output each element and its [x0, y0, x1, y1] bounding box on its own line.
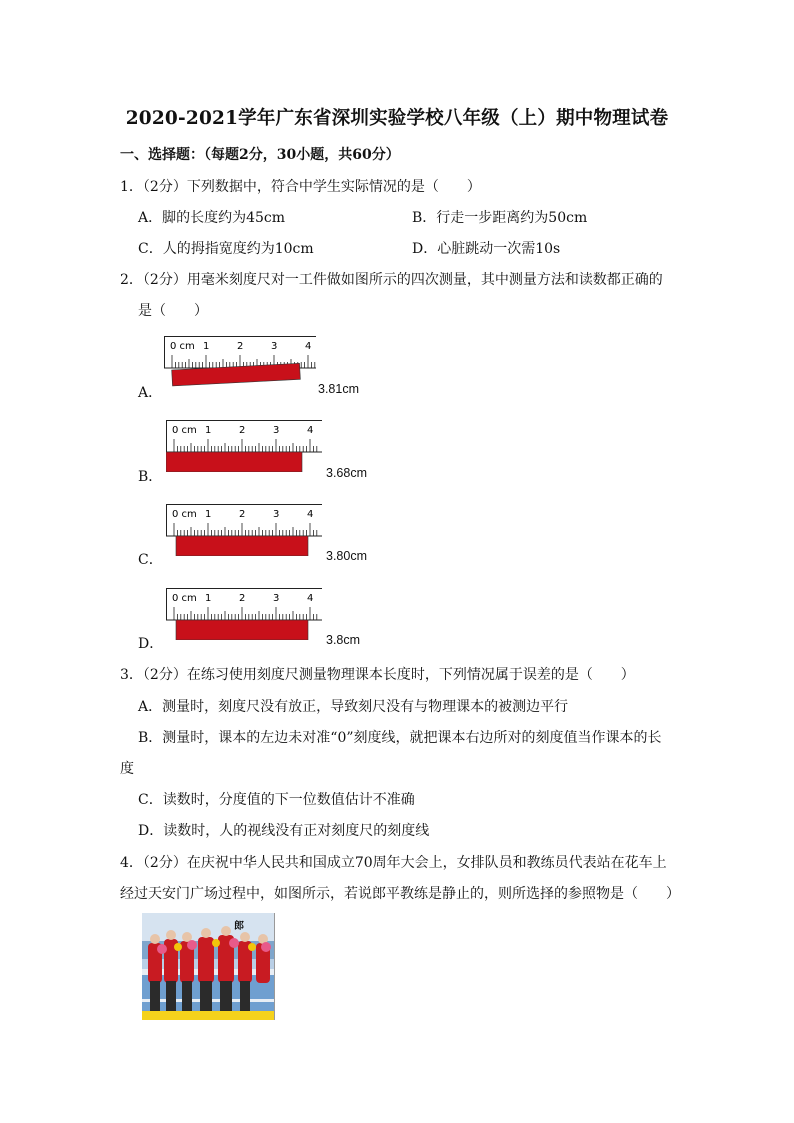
ruler-diagram: [164, 336, 320, 388]
q2-option-reading: 3.8cm: [326, 633, 361, 647]
ruler-tick-label: 4: [305, 341, 312, 352]
section-heading: 一、选择题：（每题2分，30小题，共60分）: [120, 147, 400, 163]
ruler-tick-label: 1: [205, 509, 212, 520]
ruler-tick-label: 1: [203, 341, 210, 352]
workpiece-bar: [166, 452, 302, 472]
q3-option-d: D．读数时，人的视线没有正对刻度尺的刻度线: [138, 823, 430, 839]
ruler-tick-label: 4: [307, 509, 314, 520]
q3-option-b: B．测量时，课本的左边未对准“0”刻度线，就把课本右边所对的刻度值当作课本的长: [138, 730, 662, 746]
q1-stem: 1．（2分）下列数据中，符合中学生实际情况的是（ ）: [120, 179, 481, 195]
q4-stem-line1: 4．（2分）在庆祝中华人民共和国成立70周年大会上，女排队员和教练员代表站在花车上: [120, 855, 667, 871]
ruler-unit-label: 0 cm: [172, 593, 197, 604]
ruler-tick-label: 3: [273, 593, 280, 604]
ruler-diagram: [166, 420, 326, 472]
ruler-tick-label: 2: [239, 509, 246, 520]
q3-stem: 3．（2分）在练习使用刻度尺测量物理课本长度时，下列情况属于误差的是（ ）: [120, 667, 635, 683]
page-title: 2020-2021学年广东省深圳实验学校八年级（上）期中物理试卷: [125, 108, 669, 129]
q3-option-b-cont: 度: [120, 761, 134, 777]
ruler-diagram: [166, 588, 326, 640]
ruler-tick-label: 3: [271, 341, 278, 352]
q1-option-c: C．人的拇指宽度约为10cm: [138, 241, 314, 257]
q1-option-a: A．脚的长度约为45cm: [138, 210, 286, 226]
workpiece-bar: [176, 620, 308, 640]
q2-option-label: D．: [138, 636, 164, 652]
q2-stem-line1: 2．（2分）用毫米刻度尺对一工件做如图所示的四次测量，其中测量方法和读数都正确的: [120, 272, 663, 288]
q2-option-reading: 3.68cm: [326, 466, 367, 480]
ruler-tick-label: 3: [273, 425, 280, 436]
ruler-unit-label: 0 cm: [170, 341, 195, 352]
q3-option-c: C．读数时，分度值的下一位数值估计不准确: [138, 792, 415, 808]
q2-option-label: C．: [138, 552, 163, 568]
q3-option-a: A．测量时，刻度尺没有放正，导致刻尺没有与物理课本的被测边平行: [138, 699, 569, 715]
ruler-diagram: [166, 504, 326, 556]
q2-stem-line2: 是（ ）: [138, 303, 208, 319]
ruler-tick-label: 1: [205, 425, 212, 436]
q2-option-reading: 3.80cm: [326, 549, 367, 563]
q2-option-label: A．: [138, 385, 163, 401]
q4-stem-line2: 经过天安门广场过程中，如图所示，若说郎平教练是静止的，则所选择的参照物是（ ）: [120, 886, 680, 902]
workpiece-bar: [176, 536, 308, 556]
ruler-unit-label: 0 cm: [172, 509, 197, 520]
ruler-tick-label: 4: [307, 425, 314, 436]
q1-option-d: D．心脏跳动一次需10s: [412, 241, 561, 257]
ruler-unit-label: 0 cm: [172, 425, 197, 436]
ruler-tick-label: 2: [239, 425, 246, 436]
q2-option-reading: 3.81cm: [318, 382, 359, 396]
parade-float-photo: [142, 913, 275, 1020]
ruler-tick-label: 2: [239, 593, 246, 604]
ruler-tick-label: 1: [205, 593, 212, 604]
ruler-tick-label: 2: [237, 341, 244, 352]
photo-caption: 郎: [234, 921, 244, 932]
ruler-tick-label: 3: [273, 509, 280, 520]
q2-option-label: B．: [138, 469, 163, 485]
ruler-tick-label: 4: [307, 593, 314, 604]
q1-option-b: B．行走一步距离约为50cm: [412, 210, 588, 226]
workpiece-bar: [172, 363, 301, 386]
